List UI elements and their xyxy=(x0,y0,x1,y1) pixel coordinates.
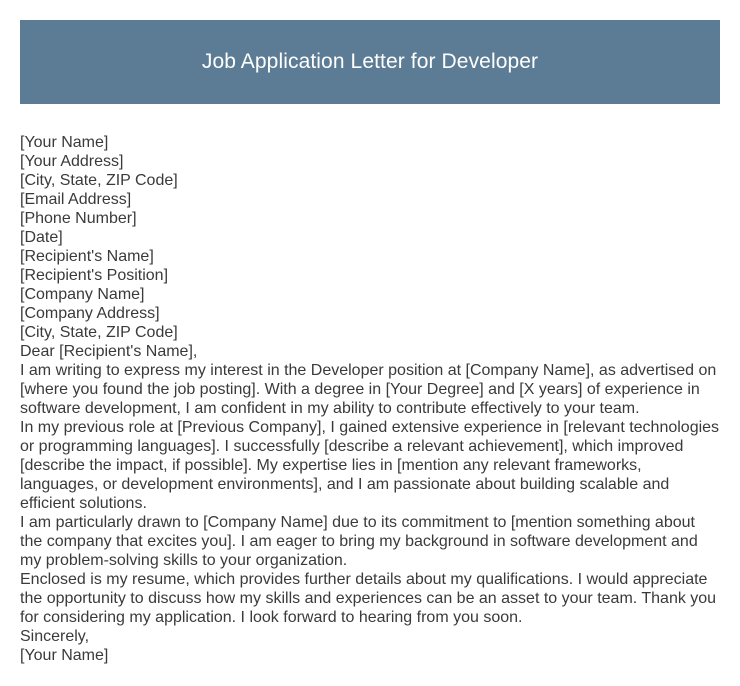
signature: [Your Name] xyxy=(20,647,109,664)
recipient-city-state-zip: [City, State, ZIP Code] xyxy=(20,324,178,341)
paragraph-motivation: I am particularly drawn to [Company Name] due to its commitment to [mention something about the company that excites you]. I am eager to bring my background in software development and my problem-solving skills to your organization. xyxy=(20,514,698,569)
sender-address: [Your Address] xyxy=(20,153,124,170)
sender-name: [Your Name] xyxy=(20,134,109,151)
sender-phone: [Phone Number] xyxy=(20,210,137,227)
recipient-company-address: [Company Address] xyxy=(20,305,160,322)
recipient-position: [Recipient's Position] xyxy=(20,267,169,284)
sender-city-state-zip: [City, State, ZIP Code] xyxy=(20,172,178,189)
salutation: Dear [Recipient's Name], xyxy=(20,343,198,360)
complimentary-close: Sincerely, xyxy=(20,628,90,645)
paragraph-experience: In my previous role at [Previous Company], I gained extensive experience in [relevant technologies or programming languages]. I successfully [describe a relevant achievement], which improved [describe the impact, if possible]. My expertise lies in [mention any relevant frameworks, languages, or development environments], and I am passionate about building scalable and efficient solutions. xyxy=(20,419,720,512)
recipient-block xyxy=(20,247,720,342)
letter-date: [Date] xyxy=(20,229,63,246)
paragraph-intro: I am writing to express my interest in the Developer position at [Company Name], as advertised on [where you found the job posting]. With a degree in [Your Degree] and [X years] of experience in software development, I am confident in my ability to contribute effectively to your team. xyxy=(20,362,717,417)
paragraph-closing: Enclosed is my resume, which provides further details about my qualifications. I would appreciate the opportunity to discuss how my skills and experiences can be an asset to your team. Thank you for considering my application. I look forward to hearing from you soon. xyxy=(20,571,717,626)
sender-email: [Email Address] xyxy=(20,191,132,208)
title-banner xyxy=(20,20,720,104)
document-title: Job Application Letter for Developer xyxy=(201,50,539,73)
sender-block xyxy=(20,133,720,247)
recipient-company: [Company Name] xyxy=(20,286,145,303)
recipient-name: [Recipient's Name] xyxy=(20,248,154,265)
letter-body xyxy=(20,133,720,665)
